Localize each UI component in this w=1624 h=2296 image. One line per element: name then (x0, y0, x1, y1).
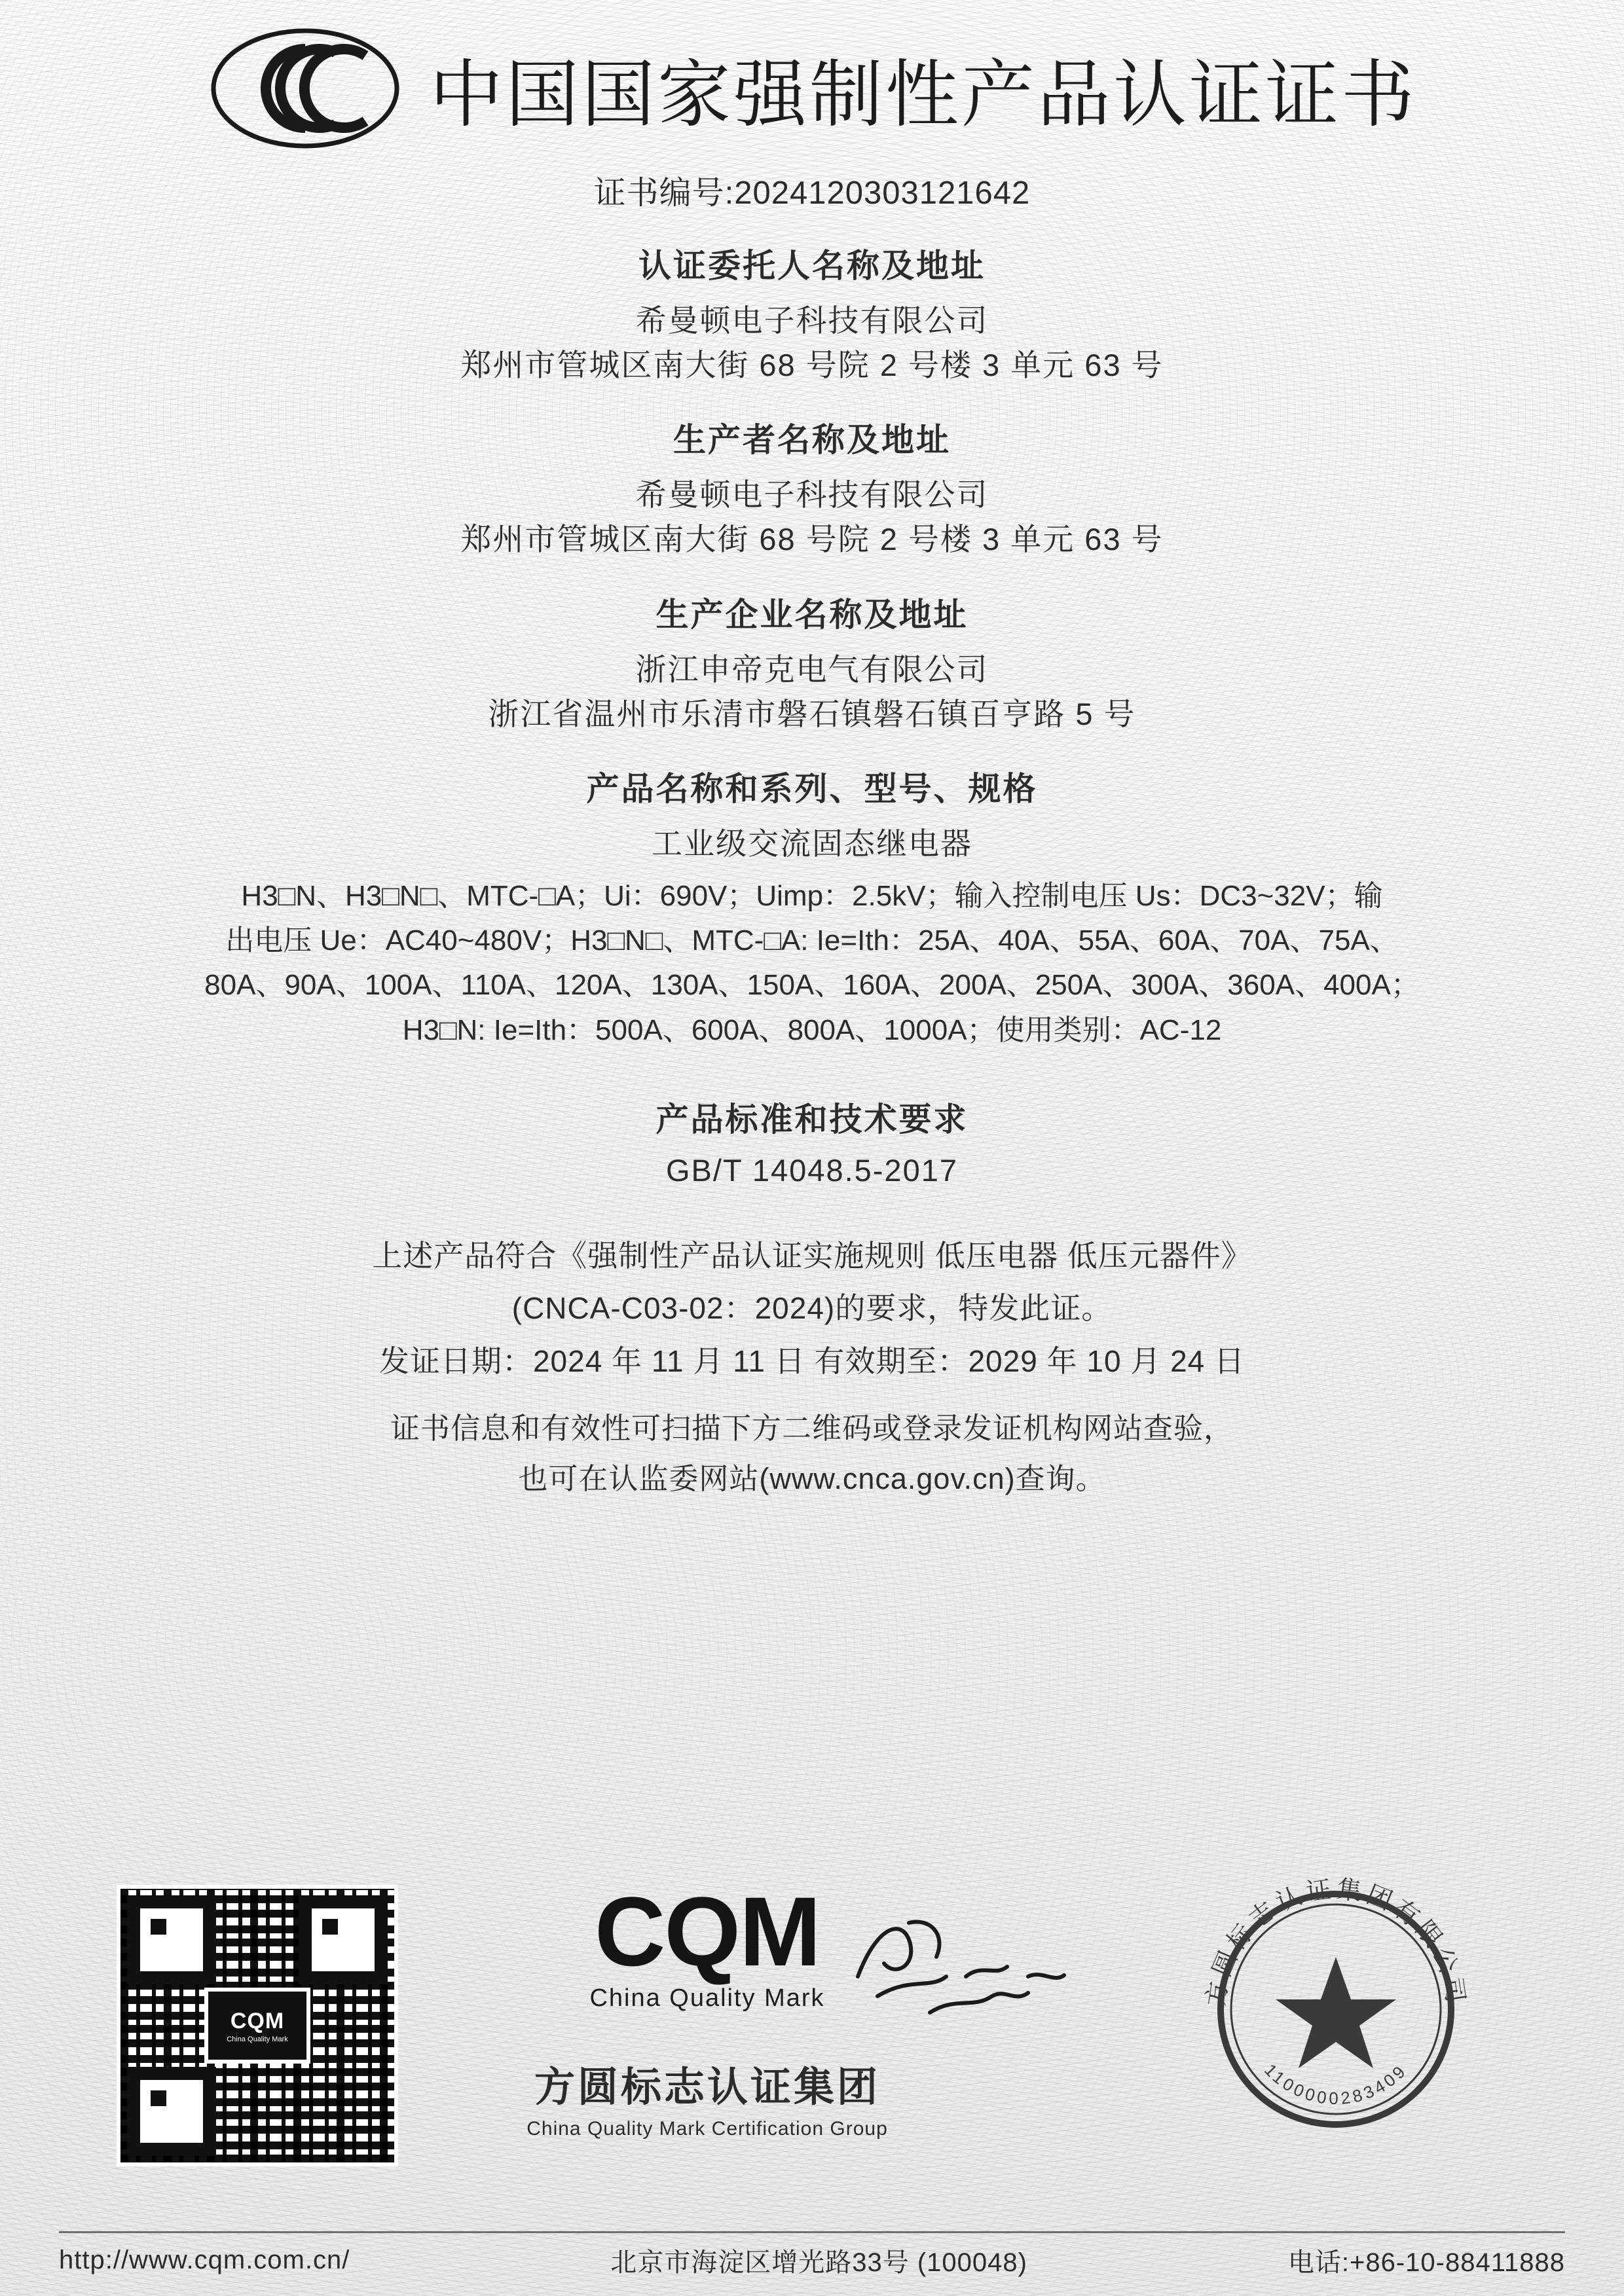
section-applicant-name: 希曼顿电子科技有限公司 (635, 303, 989, 338)
cqm-subtitle: China Quality Mark (589, 1984, 825, 2012)
certificate-footer-block (0, 1852, 1624, 2219)
section-product (0, 763, 1624, 1053)
product-spec-line: H3□N: Ie=Ith：500A、600A、800A、1000A；使用类别：AC-12 (402, 1013, 1222, 1046)
section-manufacturer-name: 浙江申帝克电气有限公司 (635, 651, 989, 687)
certificate-number: 证书编号:2024120303121642 (593, 175, 1031, 211)
section-producer-title: 生产者名称及地址 (673, 422, 951, 459)
qr-center-label: CQM (230, 2008, 285, 2033)
footer-divider (59, 2231, 1565, 2233)
page-footer (59, 2242, 1565, 2279)
qr-finder-icon (127, 1895, 216, 1984)
issue-and-expiry-dates: 发证日期：2024 年 11 月 11 日 有效期至：2029 年 10 月 24 日 (378, 1344, 1246, 1379)
section-applicant (0, 240, 1624, 388)
qr-pattern (120, 1889, 394, 2162)
page-title: 中国国家强制性产品认证证书 (430, 53, 1417, 136)
certificate-header (0, 0, 1624, 151)
section-product-title: 产品名称和系列、型号、规格 (586, 770, 1038, 807)
product-name: 工业级交流固态继电器 (652, 826, 972, 861)
footer-phone: 电话:+86-10-88411888 (1287, 2248, 1565, 2277)
statement-line-2: (CNCA-C03-02：2024)的要求，特发此证。 (511, 1291, 1113, 1326)
section-producer (0, 414, 1624, 562)
section-producer-name: 希曼顿电子科技有限公司 (635, 477, 989, 513)
section-standard (0, 1093, 1624, 1188)
ccc-logo (207, 26, 403, 151)
qr-finder-icon (127, 2067, 216, 2156)
cqm-chinese-name: 方圆标志认证集团 (534, 2065, 880, 2110)
qr-center-sublabel: China Quality Mark (227, 2035, 288, 2043)
section-manufacturer-title: 生产企业名称及地址 (655, 596, 969, 633)
verification-line-1: 证书信息和有效性可扫描下方二维码或登录发证机构网站查验， (390, 1411, 1234, 1445)
product-spec-line: H3□N、H3□N□、MTC-□A；Ui：690V；Uimp：2.5kV；输入控制电压 Us：DC3~32V；输 (241, 879, 1383, 912)
product-specifications (0, 874, 1624, 1053)
section-standard-title: 产品标准和技术要求 (655, 1101, 969, 1138)
certification-seal (1185, 1859, 1486, 2160)
statement-line-1: 上述产品符合《强制性产品认证实施规则 低压电器 低压元器件》 (372, 1238, 1252, 1273)
standard-value: GB/T 14048.5-2017 (666, 1152, 958, 1188)
cqm-wordmark: CQM (595, 1876, 820, 1986)
qr-finder-icon (299, 1895, 388, 1984)
svg-text:1100000283409: 1100000283409 (1260, 2060, 1412, 2109)
section-applicant-address: 郑州市管城区南大街 68 号院 2 号楼 3 单元 63 号 (460, 348, 1164, 383)
section-producer-address: 郑州市管城区南大街 68 号院 2 号楼 3 单元 63 号 (460, 522, 1164, 557)
section-applicant-title: 认证委托人名称及地址 (638, 247, 986, 284)
svg-text:方圆标志认证集团有限公司: 方圆标志认证集团有限公司 (1202, 1875, 1470, 2009)
product-spec-line: 80A、90A、100A、110A、120A、130A、150A、160A、200A、250A、300A、360A、400A； (204, 969, 1420, 1002)
section-manufacturer-address: 浙江省温州市乐清市磐石镇磐石镇百亨路 5 号 (488, 696, 1136, 731)
qr-center-logo (204, 1988, 310, 2064)
footer-address: 北京市海淀区增光路33号 (100048) (610, 2248, 1027, 2277)
verification-note (0, 1407, 1624, 1501)
authorized-signature (832, 1898, 1094, 2042)
conformity-statement (0, 1234, 1624, 1383)
product-spec-line: 出电压 Ue：AC40~480V；H3□N□、MTC-□A: Ie=Ith：25A、40A、55A、60A、70A、75A、 (225, 924, 1399, 957)
section-manufacturer (0, 589, 1624, 737)
verification-qr-code[interactable] (117, 1885, 398, 2166)
verification-line-2: 也可在认监委网站(www.cnca.gov.cn)查询。 (518, 1462, 1106, 1496)
cqm-english-name: China Quality Mark Certification Group (526, 2118, 888, 2140)
footer-website[interactable]: http://www.cqm.com.cn/ (59, 2246, 350, 2274)
